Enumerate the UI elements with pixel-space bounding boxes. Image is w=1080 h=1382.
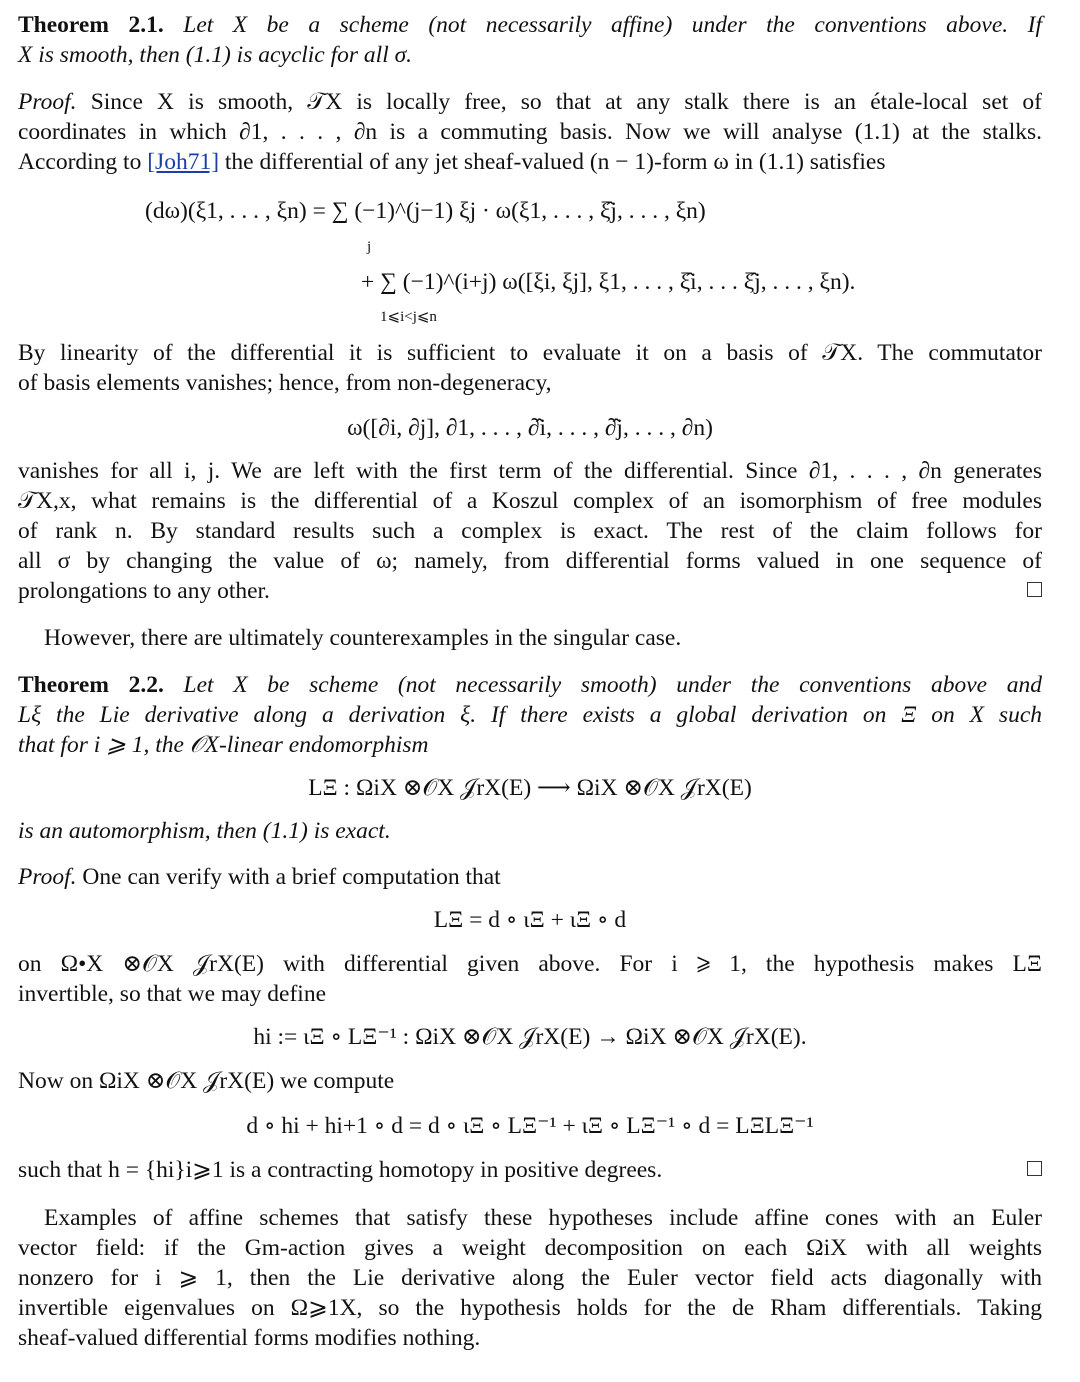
closing-line-2: vector field: if the Gm-action gives a weight decomposition on each ΩiX with all weights <box>18 1235 1042 1261</box>
theorem-2-1-line-1: Theorem 2.1. Let X be a scheme (not necessarily affine) under the conventions above. If <box>18 12 1043 38</box>
closing-line-5: sheaf-valued differential forms modifies nothing. <box>18 1325 481 1351</box>
proof-1-line-1: Proof. Since X is smooth, 𝒯X is locally free, so that at any stalk there is an étale-local set of <box>18 89 1043 115</box>
proof-2-line-5: such that h = {hi}i⩾1 is a contracting homotopy in positive degrees. <box>18 1155 1042 1185</box>
theorem-2-2-line-3: that for i ⩾ 1, the 𝒪X-linear endomorphism <box>18 732 429 758</box>
proof-1-line-7: 𝒯X,x, what remains is the differential of a Koszul complex of an isomorphism of free modules <box>18 488 1042 514</box>
equation-differential-line-2: + ∑ (−1)^(i+j) ω([ξi, ξj], ξ1, . . . , ξ̂i, . . . ξ̂j, . . . , ξn). <box>361 269 856 295</box>
proof-label: Proof. <box>18 89 77 115</box>
equation-cartan-formula: LΞ = d ∘ ιΞ + ιΞ ∘ d <box>433 907 627 933</box>
proof-1-line-4: By linearity of the differential it is sufficient to evaluate it on a basis of 𝒯X. The commutator <box>18 340 1042 366</box>
equation-sum-index-ij: 1⩽i<j⩽n <box>380 309 437 325</box>
theorem-2-1-label: Theorem 2.1. <box>18 12 164 38</box>
proof-1-line-6: vanishes for all i, j. We are left with the first term of the differential. Since ∂1, . . . , ∂n generates <box>18 458 1042 484</box>
proof-1-line-5: of basis elements vanishes; hence, from non-degeneracy, <box>18 370 552 396</box>
equation-lie-endomorphism: LΞ : ΩiX ⊗𝒪X 𝒥rX(E) ⟶ ΩiX ⊗𝒪X 𝒥rX(E) <box>308 775 752 801</box>
equation-differential-line-1: (dω)(ξ1, . . . , ξn) = ∑ (−1)^(j−1) ξj · ω(ξ1, . . . , ξ̂j, . . . , ξn) <box>145 198 706 224</box>
theorem-2-2-label: Theorem 2.2. <box>18 672 164 698</box>
proof-2-line-1: Proof. One can verify with a brief computation that <box>18 864 501 890</box>
proof-1-line-8: of rank n. By standard results such a complex is exact. The rest of the claim follows for <box>18 518 1042 544</box>
proof-1-line-10: prolongations to any other. <box>18 576 1042 606</box>
theorem-2-2-line-2: Lξ the Lie derivative along a derivation ξ. If there exists a global derivation on Ξ on X such <box>18 702 1042 728</box>
proof-2-line-4: Now on ΩiX ⊗𝒪X 𝒥rX(E) we compute <box>18 1068 395 1094</box>
proof-1-line-9: all σ by changing the value of ω; namely, from differential forms valued in one sequence of <box>18 548 1042 574</box>
equation-homotopy-identity: d ∘ hi + hi+1 ∘ d = d ∘ ιΞ ∘ LΞ⁻¹ + ιΞ ∘ LΞ⁻¹ ∘ d = LΞLΞ⁻¹ <box>246 1113 814 1139</box>
proof-2-line-3: invertible, so that we may define <box>18 981 327 1007</box>
theorem-2-2-line-4: is an automorphism, then (1.1) is exact. <box>18 818 391 844</box>
proof-label: Proof. <box>18 864 77 890</box>
proof-1-line-3: According to [Joh71] the differential of any jet sheaf-valued (n − 1)-form ω in (1.1) satisfies <box>18 149 886 175</box>
closing-line-4: invertible eigenvalues on Ω⩾1X, so the hypothesis holds for the de Rham differentials. Taking <box>18 1295 1042 1321</box>
theorem-2-2-line-1: Theorem 2.2. Let X be scheme (not necessarily smooth) under the conventions above and <box>18 672 1043 698</box>
qed-square-icon <box>1027 582 1042 597</box>
proof-1-line-2: coordinates in which ∂1, . . . , ∂n is a commuting basis. Now we will analyse (1.1) at the stalks. <box>18 119 1042 145</box>
equation-commutator: ω([∂i, ∂j], ∂1, . . . , ∂̂i, . . . , ∂̂j, . . . , ∂n) <box>347 415 713 441</box>
remark-singular-case: However, there are ultimately counterexamples in the singular case. <box>44 625 682 651</box>
citation-joh71-link[interactable]: [Joh71] <box>147 149 220 175</box>
theorem-2-1-line-2: X is smooth, then (1.1) is acyclic for all σ. <box>18 42 413 68</box>
proof-2-line-2: on Ω•X ⊗𝒪X 𝒥rX(E) with differential given above. For i ⩾ 1, the hypothesis makes LΞ <box>18 951 1042 977</box>
closing-line-3: nonzero for i ⩾ 1, then the Lie derivative along the Euler vector field acts diagonally with <box>18 1265 1042 1291</box>
closing-line-1: Examples of affine schemes that satisfy these hypotheses include affine cones with an Euler <box>44 1205 1042 1231</box>
qed-square-icon <box>1027 1161 1042 1176</box>
equation-homotopy-definition: hi := ιΞ ∘ LΞ⁻¹ : ΩiX ⊗𝒪X 𝒥rX(E) → ΩiX ⊗𝒪X 𝒥rX(E). <box>253 1024 807 1050</box>
equation-sum-index-j: j <box>367 239 372 255</box>
